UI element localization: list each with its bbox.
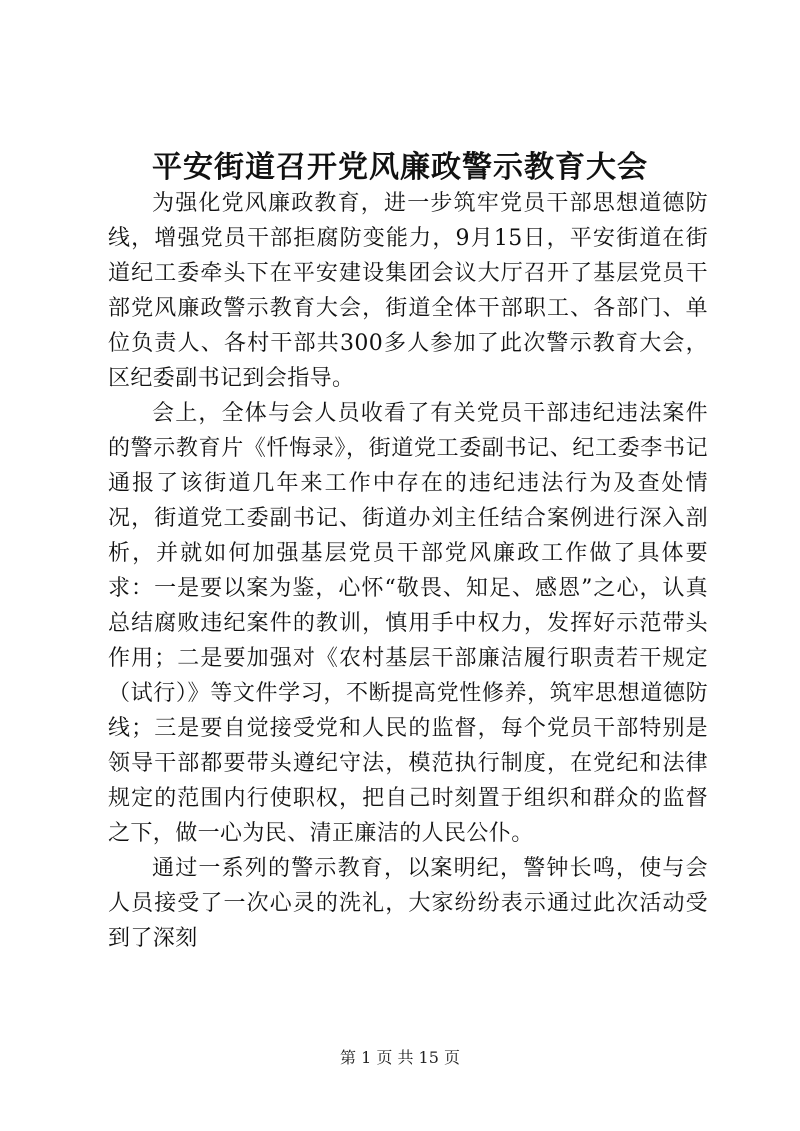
paragraph-1: 为强化党风廉政教育，进一步筑牢党员干部思想道德防线，增强党员干部拒腐防变能力，9月15日，平安街道在街道纪工委牵头下在平安建设集团会议大厅召开了基层党员干部党风廉政警示教育大会，街道全体干部职工、各部门、单位负责人、各村干部共300多人参加了此次警示教育大会，区纪委副书记到会指导。 [108, 191, 708, 391]
document-title: 平安街道召开党风廉政警示教育大会 [152, 150, 648, 185]
paragraph-2: 会上，全体与会人员收看了有关党员干部违纪违法案件的警示教育片《忏悔录》，街道党工委副书记、纪工委李书记通报了该街道几年来工作中存在的违纪违法行为及查处情况，街道党工委副书记、街道办刘主任结合案例进行深入剖析，并就如何加强基层党员干部党风廉政工作做了具体要求：一是要以案为鉴，心怀“敬畏、知足、感恩”之心，认真总结腐败违纪案件的教训，慎用手中权力，发挥好示范带头作用；二是要加强对《农村基层干部廉洁履行职责若干规定（试行）》等文件学习，不断提高党性修养，筑牢思想道德防线；三是要自觉接受党和人民的监督，每个党员干部特别是领导干部都要带头遵纪守法，模范执行制度，在党纪和法律规定的范围内行使职权，把自己时刻置于组织和群众的监督之下，做一心为民、清正廉洁的人民公仆。 [108, 401, 708, 846]
paragraph-3: 通过一系列的警示教育，以案明纪，警钟长鸣，使与会人员接受了一次心灵的洗礼，大家纷纷表示通过此次活动受到了深刻 [108, 856, 708, 951]
page-footer: 第 1 页 共 15 页 [340, 1048, 460, 1067]
document-body [108, 186, 708, 956]
